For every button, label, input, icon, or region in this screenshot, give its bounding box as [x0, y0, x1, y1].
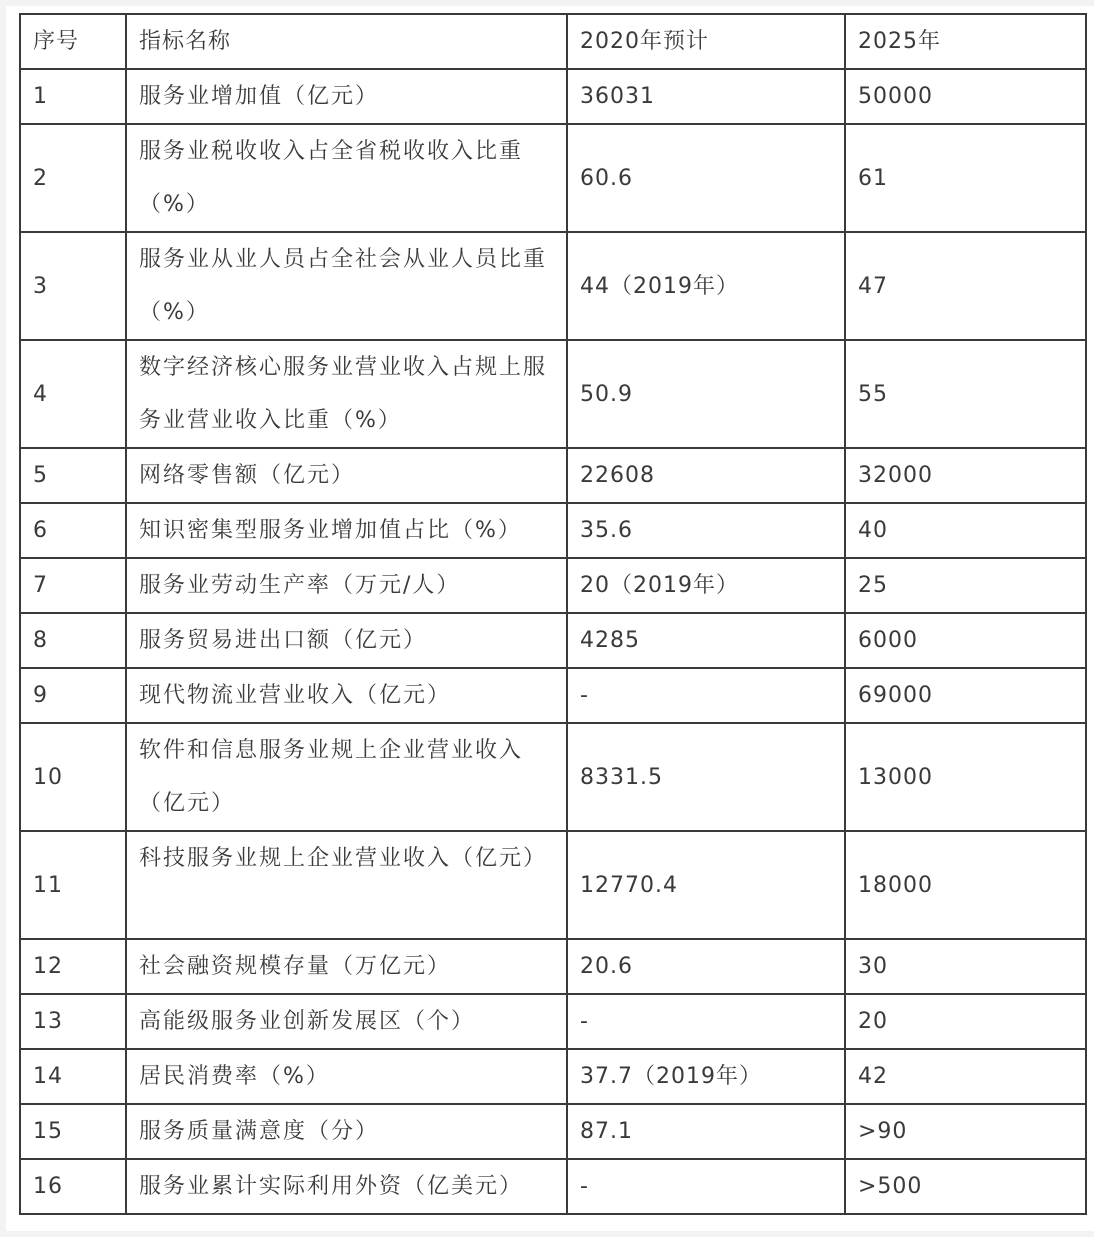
- table-row: [20, 613, 1086, 668]
- row-2025-value-cell: 47: [845, 232, 1086, 340]
- row-no-cell: 6: [20, 503, 126, 558]
- row-2020-value-cell: 37.7（2019年）: [567, 1049, 845, 1104]
- indicator-table: [19, 13, 1087, 1215]
- row-name-cell: 服务贸易进出口额（亿元）: [126, 613, 567, 668]
- row-name-cell: 居民消费率（%）: [126, 1049, 567, 1104]
- table-row: [20, 1049, 1086, 1104]
- row-2020-value-cell: 22608: [567, 448, 845, 503]
- table-row: [20, 503, 1086, 558]
- table-row: [20, 448, 1086, 503]
- table-row: [20, 668, 1086, 723]
- table-row: [20, 69, 1086, 124]
- header-cell-name: 指标名称: [126, 14, 567, 69]
- row-name-cell: 软件和信息服务业规上企业营业收入（亿元）: [126, 723, 567, 831]
- row-2020-value-cell: 20.6: [567, 939, 845, 994]
- row-name-cell: 知识密集型服务业增加值占比（%）: [126, 503, 567, 558]
- row-no-cell: 5: [20, 448, 126, 503]
- row-2020-value-cell: -: [567, 668, 845, 723]
- row-2025-value-cell: 30: [845, 939, 1086, 994]
- row-2020-value-cell: -: [567, 1159, 845, 1214]
- row-2020-value-cell: 50.9: [567, 340, 845, 448]
- row-2025-value-cell: 6000: [845, 613, 1086, 668]
- row-2020-value-cell: 87.1: [567, 1104, 845, 1159]
- row-2025-value-cell: 69000: [845, 668, 1086, 723]
- table-row: [20, 723, 1086, 831]
- row-2025-value-cell: >500: [845, 1159, 1086, 1214]
- row-2025-value-cell: >90: [845, 1104, 1086, 1159]
- row-name-cell: 科技服务业规上企业营业收入（亿元）: [126, 831, 567, 939]
- row-name-cell: 数字经济核心服务业营业收入占规上服务业营业收入比重（%）: [126, 340, 567, 448]
- row-2020-value-cell: -: [567, 994, 845, 1049]
- table-row: [20, 831, 1086, 939]
- row-2020-value-cell: 12770.4: [567, 831, 845, 939]
- table-row: [20, 340, 1086, 448]
- table-row: [20, 994, 1086, 1049]
- table-row: [20, 124, 1086, 232]
- table-header-row: [20, 14, 1086, 69]
- row-name-cell: 服务业税收收入占全省税收收入比重（%）: [126, 124, 567, 232]
- row-no-cell: 14: [20, 1049, 126, 1104]
- row-name-cell: 现代物流业营业收入（亿元）: [126, 668, 567, 723]
- row-no-cell: 11: [20, 831, 126, 939]
- table-row: [20, 1104, 1086, 1159]
- row-name-cell: 服务业增加值（亿元）: [126, 69, 567, 124]
- row-no-cell: 1: [20, 69, 126, 124]
- row-no-cell: 10: [20, 723, 126, 831]
- row-2025-value-cell: 32000: [845, 448, 1086, 503]
- row-2025-value-cell: 55: [845, 340, 1086, 448]
- row-2025-value-cell: 18000: [845, 831, 1086, 939]
- row-no-cell: 16: [20, 1159, 126, 1214]
- row-2025-value-cell: 50000: [845, 69, 1086, 124]
- row-name-cell: 服务业累计实际利用外资（亿美元）: [126, 1159, 567, 1214]
- header-cell-2020: 2020年预计: [567, 14, 845, 69]
- row-2025-value-cell: 40: [845, 503, 1086, 558]
- row-name-cell: 高能级服务业创新发展区（个）: [126, 994, 567, 1049]
- row-2025-value-cell: 61: [845, 124, 1086, 232]
- row-no-cell: 12: [20, 939, 126, 994]
- row-2020-value-cell: 36031: [567, 69, 845, 124]
- row-2025-value-cell: 13000: [845, 723, 1086, 831]
- row-2020-value-cell: 35.6: [567, 503, 845, 558]
- row-2025-value-cell: 20: [845, 994, 1086, 1049]
- row-2025-value-cell: 42: [845, 1049, 1086, 1104]
- table-row: [20, 939, 1086, 994]
- table-row: [20, 232, 1086, 340]
- row-no-cell: 15: [20, 1104, 126, 1159]
- row-no-cell: 4: [20, 340, 126, 448]
- table-row: [20, 558, 1086, 613]
- row-2020-value-cell: 20（2019年）: [567, 558, 845, 613]
- row-name-cell: 服务业从业人员占全社会从业人员比重（%）: [126, 232, 567, 340]
- row-2025-value-cell: 25: [845, 558, 1086, 613]
- row-name-cell: 社会融资规模存量（万亿元）: [126, 939, 567, 994]
- row-no-cell: 13: [20, 994, 126, 1049]
- row-no-cell: 2: [20, 124, 126, 232]
- row-name-cell: 服务业劳动生产率（万元/人）: [126, 558, 567, 613]
- table-row: [20, 1159, 1086, 1214]
- indicator-table-body: [20, 14, 1086, 1214]
- document-sheet: [6, 6, 1094, 1231]
- row-2020-value-cell: 4285: [567, 613, 845, 668]
- row-2020-value-cell: 44（2019年）: [567, 232, 845, 340]
- row-name-cell: 服务质量满意度（分）: [126, 1104, 567, 1159]
- row-no-cell: 3: [20, 232, 126, 340]
- header-cell-no: 序号: [20, 14, 126, 69]
- row-no-cell: 9: [20, 668, 126, 723]
- row-no-cell: 7: [20, 558, 126, 613]
- row-2020-value-cell: 60.6: [567, 124, 845, 232]
- row-name-cell: 网络零售额（亿元）: [126, 448, 567, 503]
- row-no-cell: 8: [20, 613, 126, 668]
- header-cell-2025: 2025年: [845, 14, 1086, 69]
- row-2020-value-cell: 8331.5: [567, 723, 845, 831]
